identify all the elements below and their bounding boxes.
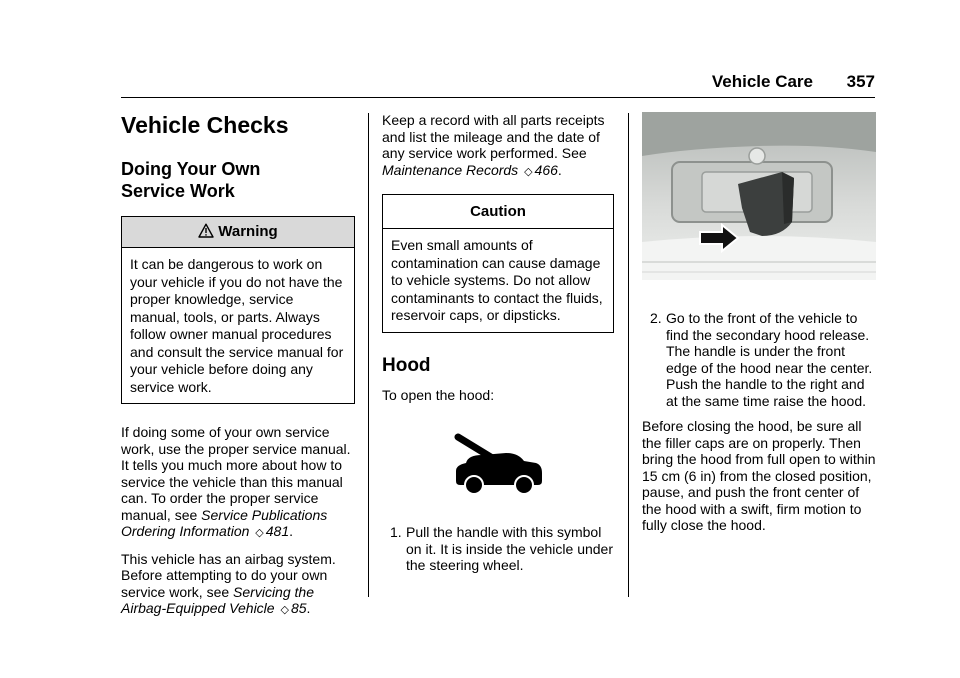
warning-header bbox=[122, 217, 354, 248]
step-1-text: Pull the handle with this symbol on it. It is inside the vehicle under the steering wheel. bbox=[406, 524, 614, 573]
page-ref-icon: ◇ bbox=[255, 527, 264, 539]
caution-box bbox=[382, 194, 614, 333]
caution-body: Even small amounts of contamination can cause damage to vehicle systems. Do not allow contaminants to contact the fluids, reservoir caps, or dipsticks. bbox=[391, 237, 603, 323]
heading-service-work-line2: Service Work bbox=[121, 181, 235, 201]
heading-service-work bbox=[121, 158, 355, 202]
hood-intro: To open the hood: bbox=[382, 386, 495, 403]
hood-release-icon bbox=[452, 433, 544, 495]
airbag-text: This vehicle has an airbag system. Before attempting to do your own service work, see bbox=[121, 550, 336, 600]
warning-box bbox=[121, 216, 355, 404]
page-header bbox=[0, 72, 875, 98]
caution-header: Caution bbox=[383, 195, 613, 229]
header-divider bbox=[121, 97, 875, 98]
heading-hood: Hood bbox=[382, 354, 431, 376]
hood-release-symbol bbox=[382, 433, 614, 500]
service-manual-paragraph: If doing some of your own service work, use the proper service manual. It tells you much more about how to service the vehicle than this manual can. To order the proper service manual, see Service Publications Ordering Information ◇ 481. bbox=[121, 424, 351, 539]
page-number: 357 bbox=[846, 72, 875, 91]
heading-vehicle-checks: Vehicle Checks bbox=[121, 112, 289, 138]
step-1-number: 1. bbox=[390, 524, 402, 540]
page-ref-icon: ◇ bbox=[524, 165, 533, 178]
maintenance-paragraph: Keep a record with all parts receipts and list the mileage and the date of any service work performed. See Maintenance Records ◇ 466. bbox=[382, 112, 605, 178]
page-ref-481[interactable]: 481 bbox=[265, 523, 290, 539]
column-divider-1 bbox=[368, 113, 369, 597]
step-1 bbox=[382, 524, 614, 574]
maintenance-text: Keep a record with all parts receipts and list the mileage and the date of any service work performed. See bbox=[382, 112, 605, 161]
maintenance-records-link[interactable]: Maintenance Records bbox=[382, 161, 519, 178]
column-right bbox=[642, 112, 876, 534]
airbag-paragraph: This vehicle has an airbag system. Before attempting to do your own service work, see Servicing the Airbag-Equipped Vehicle ◇ 85. bbox=[121, 550, 336, 616]
heading-service-work-line1: Doing Your Own bbox=[121, 159, 261, 179]
step-2 bbox=[642, 310, 876, 409]
step-2-number: 2. bbox=[650, 310, 662, 326]
warning-icon bbox=[198, 219, 214, 249]
section-title: Vehicle Care bbox=[711, 72, 813, 91]
service-manual-text: If doing some of your own service work, use the proper service manual. It tells you much more about how to service the vehicle than this manual can. To order the proper service manual, see bbox=[121, 424, 351, 523]
step-2-text: Go to the front of the vehicle to find the secondary hood release. The handle is under the front edge of the hood near the center. Push the handle to the right and at the same time raise the hood. bbox=[666, 310, 873, 409]
airbag-servicing-link[interactable]: Servicing the Airbag-Equipped Vehicle bbox=[121, 583, 314, 616]
service-publications-link[interactable]: Service Publications Ordering Information bbox=[121, 506, 328, 539]
page-ref-icon: ◇ bbox=[280, 604, 289, 616]
page-ref-466[interactable]: 466 bbox=[534, 161, 558, 178]
column-divider-2 bbox=[628, 113, 629, 597]
warning-title: Warning bbox=[218, 223, 278, 240]
secondary-hood-release-photo bbox=[642, 112, 876, 280]
warning-body: It can be dangerous to work on your vehicle if you do not have the proper knowledge, service manual, tools, or parts. Always follow owner manual procedures and consult the service manual for your vehicle before doing any service work. bbox=[130, 256, 344, 395]
page-ref-85[interactable]: 85 bbox=[290, 600, 307, 616]
column-left bbox=[121, 112, 355, 619]
closing-hood-paragraph: Before closing the hood, be sure all the filler caps are on properly. Then bring the hood from full open to within 15 cm (6 in) from the closed position, pause, and push the front center of the hood with a swift, firm motion to fully close the hood. bbox=[642, 418, 876, 533]
column-middle bbox=[382, 112, 614, 574]
